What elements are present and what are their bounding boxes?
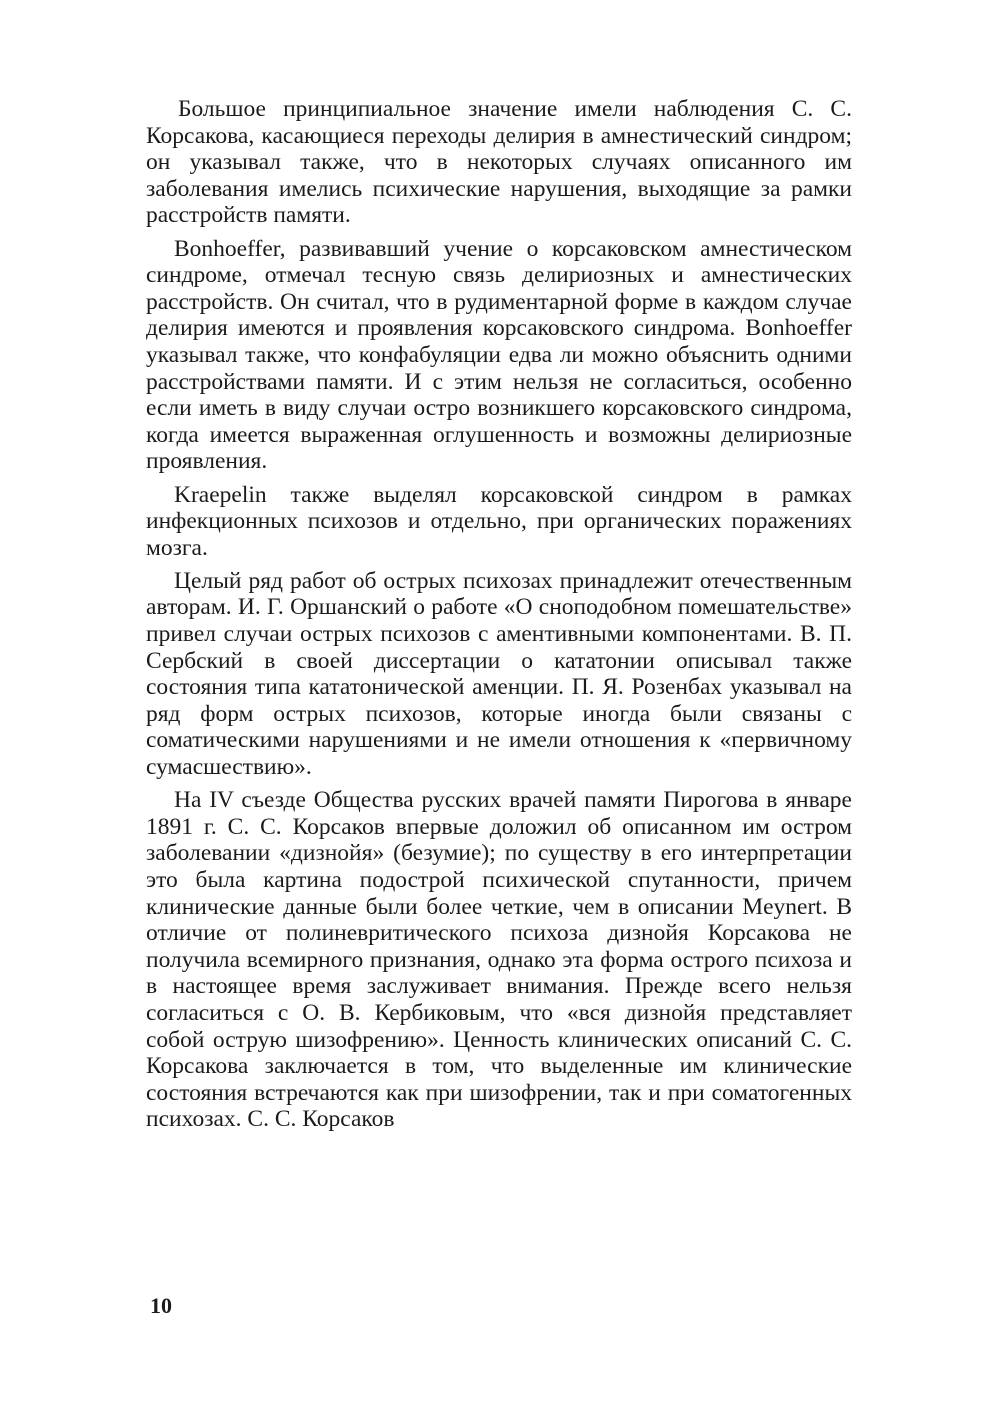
body-text [146,96,852,1140]
paragraph-pirogov-congress: На IV съезде Общества русских врачей памяти Пирогова в январе 1891 г. С. С. Корсаков впервые доложил об описанном им остром заболевании «дизнойя» (безумие); по существу в его интерпретации это была картина подострой психической спутанности, причем клинические данные были более четкие, чем в описании Meynert. В отличие от полиневритического психоза дизнойя Корсакова не получила всемирного признания, однако эта форма острого психоза и в настоящее время заслуживает внимания. Прежде всего нельзя согласиться с О. В. Кербиковым, что «вся дизнойя представляет собой острую шизофрению». Ценность клинических описаний С. С. Корсакова заключается в том, что выделенные им клинические состояния встречаются как при шизофрении, так и при соматогенных психозах. С. С. Корсаков [146,787,852,1133]
paragraph-kraepelin: Kraepelin также выделял корсаковской синдром в рамках инфекционных психозов и отдельно, при органических поражениях мозга. [146,481,852,561]
paragraph-domestic-authors: Целый ряд работ об острых психозах принадлежит отечественным авторам. И. Г. Оршанский о работе «О сноподобном помешательстве» привел случаи острых психозов с аментивными компонентами. В. П. Сербский в своей диссертации о кататонии описывал также состояния типа кататонической аменции. П. Я. Розенбах указывал на ряд форм острых психозов, которые иногда были связаны с соматическими нарушениями и не имели отношения к «первичному сумасшествию». [146,567,852,781]
page-number: 10 [150,1293,172,1318]
paragraph-korsakov-delirium: Большое принципиальное значение имели наблюдения С. С. Корсакова, касающиеся переходы делирия в амнестический синдром; он указывал также, что в некоторых случаях описанного им заболевания имелись психические нарушения, выходящие за рамки расстройств памяти. [146,96,852,229]
paragraph-bonhoeffer: Bonhoeffer, развивавший учение о корсаковском амнестическом синдроме, отмечал тесную связь делириозных и амнестических расстройств. Он считал, что в рудиментарной форме в каждом случае делирия имеются и проявления корсаковского синдрома. Bonhoeffer указывал также, что конфабуляции едва ли можно объяснить одними расстройствами памяти. И с этим нельзя не согласиться, особенно если иметь в виду случаи остро возникшего корсаковского синдрома, когда имеется выраженная оглушенность и возможны делириозные проявления. [146,235,852,475]
